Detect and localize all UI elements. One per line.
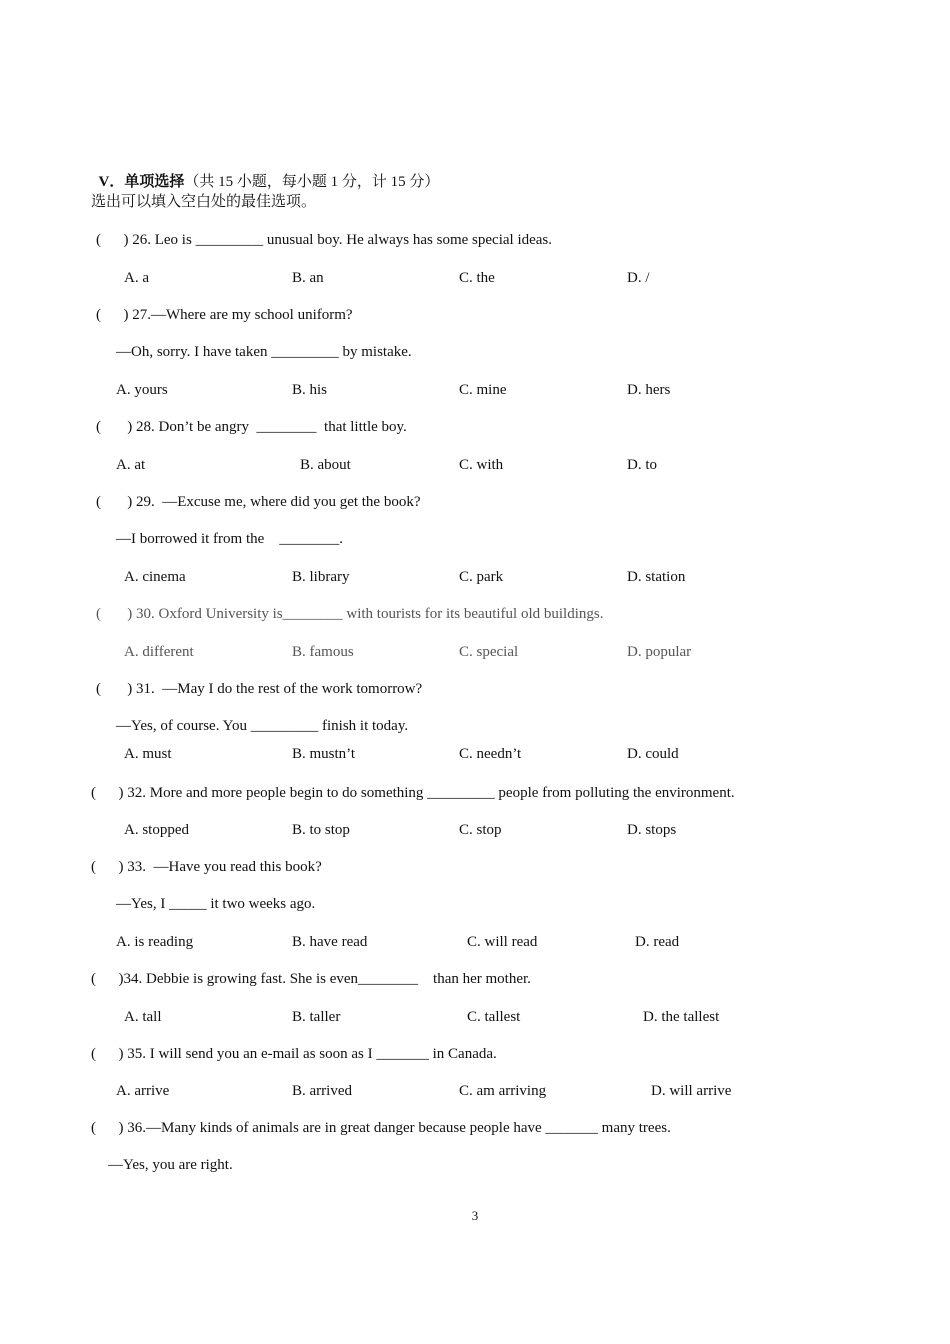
option-d: D. read <box>635 934 680 950</box>
option-a: A. different <box>124 644 194 660</box>
option-d: D. hers <box>627 382 671 398</box>
option-c: C. mine <box>459 382 507 398</box>
option-d: D. the tallest <box>643 1009 720 1025</box>
question-stem: ( ) 30. Oxford University is________ with tourists for its beautiful old buildings. <box>96 606 604 622</box>
question-stem: ( ) 32. More and more people begin to do something _________ people from polluting the environment. <box>91 785 735 801</box>
option-a: A. tall <box>124 1009 162 1025</box>
question-reply: —Yes, of course. You _________ finish it today. <box>116 718 409 734</box>
option-b: B. his <box>292 382 328 398</box>
page-number: 3 <box>471 1208 479 1223</box>
option-d: D. popular <box>627 644 692 660</box>
option-b: B. about <box>300 457 351 473</box>
question-stem: ( ) 27.—Where are my school uniform? <box>96 307 353 323</box>
question-stem: ( ) 31. —May I do the rest of the work tomorrow? <box>96 681 423 697</box>
option-b: B. an <box>292 270 324 286</box>
option-d: D. stops <box>627 822 677 838</box>
section-header <box>91 155 439 191</box>
question-stem: ( ) 35. I will send you an e-mail as soon as I _______ in Canada. <box>91 1046 497 1062</box>
option-b: B. mustn’t <box>292 746 356 762</box>
option-d: D. station <box>627 569 686 585</box>
option-c: C. special <box>459 644 519 660</box>
option-b: B. have read <box>292 934 368 950</box>
option-c: C. the <box>459 270 495 286</box>
option-b: B. to stop <box>292 822 350 838</box>
option-d: D. could <box>627 746 679 762</box>
option-a: A. is reading <box>116 934 194 950</box>
option-a: A. a <box>124 270 149 286</box>
option-a: A. arrive <box>116 1083 170 1099</box>
option-b: B. taller <box>292 1009 341 1025</box>
question-stem: ( )34. Debbie is growing fast. She is even________ than her mother. <box>91 971 531 987</box>
option-b: B. famous <box>292 644 354 660</box>
question-stem: ( ) 26. Leo is _________ unusual boy. He always has some special ideas. <box>96 232 553 248</box>
option-a: A. at <box>116 457 146 473</box>
question-reply: —Oh, sorry. I have taken _________ by mistake. <box>116 344 412 360</box>
option-c: C. tallest <box>467 1009 521 1025</box>
option-c: C. am arriving <box>459 1083 547 1099</box>
section-note: （共 15 小题，每小题 1 分，计 15 分） <box>184 174 440 190</box>
option-d: D. will arrive <box>651 1083 732 1099</box>
question-reply: —I borrowed it from the ________. <box>116 531 344 547</box>
option-b: B. library <box>292 569 350 585</box>
option-a: A. cinema <box>124 569 186 585</box>
question-reply: —Yes, you are right. <box>108 1157 233 1173</box>
section-instruction: 选出可以填入空白处的最佳选项。 <box>91 194 317 210</box>
option-c: C. with <box>459 457 504 473</box>
question-reply: —Yes, I _____ it two weeks ago. <box>116 896 316 912</box>
option-c: C. park <box>459 569 504 585</box>
question-stem: ( ) 28. Don’t be angry ________ that little boy. <box>96 419 407 435</box>
option-b: B. arrived <box>292 1083 352 1099</box>
question-stem: ( ) 29. —Excuse me, where did you get the book? <box>96 494 421 510</box>
question-stem: ( ) 33. —Have you read this book? <box>91 859 322 875</box>
option-c: C. will read <box>467 934 538 950</box>
option-a: A. stopped <box>124 822 189 838</box>
section-title: V．单项选择 <box>98 174 185 190</box>
option-c: C. stop <box>459 822 502 838</box>
option-a: A. must <box>124 746 172 762</box>
option-d: D. to <box>627 457 657 473</box>
option-d: D. / <box>627 270 650 286</box>
question-stem: ( ) 36.—Many kinds of animals are in great danger because people have _______ many trees. <box>91 1120 671 1136</box>
option-c: C. needn’t <box>459 746 522 762</box>
option-a: A. yours <box>116 382 168 398</box>
